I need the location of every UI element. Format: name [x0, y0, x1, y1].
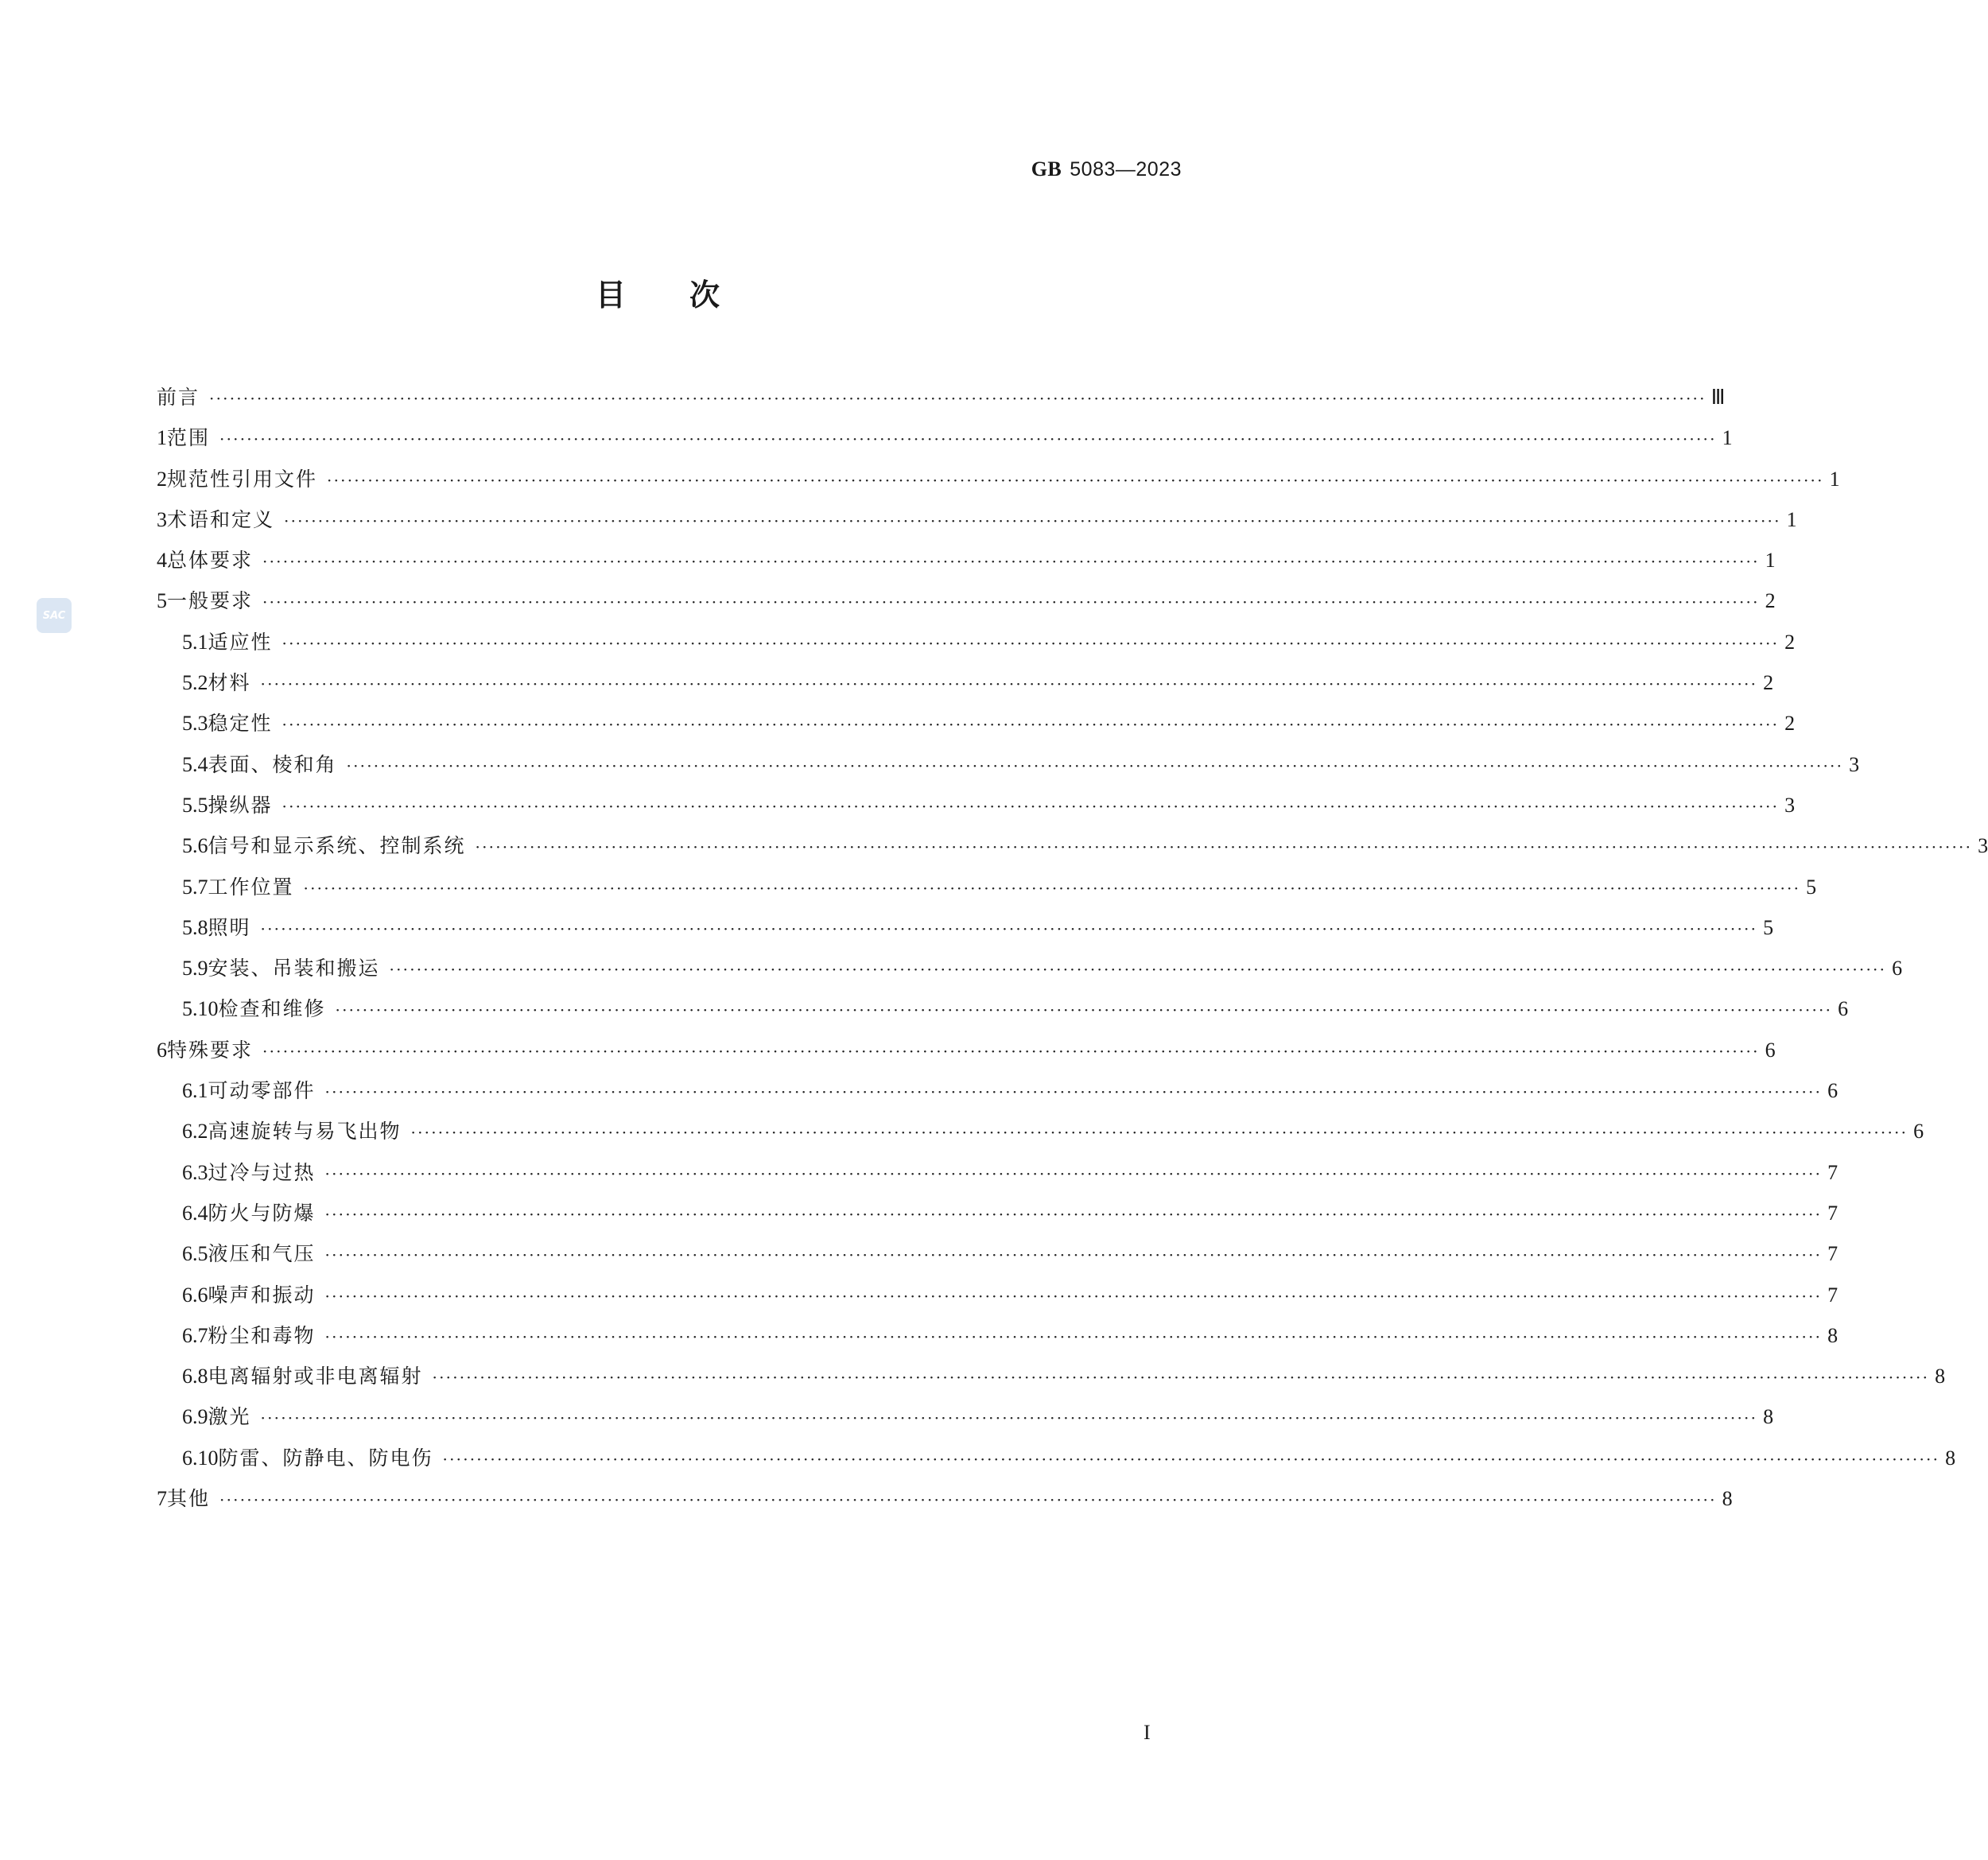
toc-entry[interactable] [157, 907, 1774, 948]
toc-entry[interactable] [157, 867, 1817, 907]
page-number: I [1143, 1721, 1151, 1744]
toc-entry[interactable] [157, 988, 1849, 1029]
toc-entry[interactable] [157, 1396, 1774, 1437]
toc-entry[interactable] [157, 1030, 1776, 1070]
toc-leader-dots: ···························································································································································································································· [442, 1449, 1940, 1469]
toc-entry-page: 1 [1786, 507, 1797, 531]
toc-entry-number: 5.1 [182, 630, 208, 654]
toc-entry-title: 检查和维修 [218, 997, 326, 1021]
toc-entry[interactable] [157, 417, 1733, 458]
toc-entry-title: 过冷与过热 [208, 1160, 316, 1184]
toc-entry-title: 防雷、防静电、防电伤 [218, 1446, 433, 1470]
toc-entry[interactable] [157, 540, 1776, 581]
toc-entry[interactable] [157, 1152, 1839, 1193]
toc-entry-title: 防火与防爆 [208, 1201, 316, 1225]
toc-entry[interactable] [157, 662, 1774, 703]
toc-leader-dots: ···························································································································································································································· [282, 715, 1780, 735]
toc-entry-title: 稳定性 [208, 712, 273, 736]
toc-entry-title: 范围 [167, 426, 211, 450]
toc-entry-title: 信号和显示系统、控制系统 [208, 834, 466, 858]
table-of-contents [157, 377, 1988, 1519]
toc-leader-dots: ···························································································································································································································· [324, 1286, 1823, 1306]
toc-entry[interactable] [157, 1233, 1839, 1274]
toc-leader-dots: ···························································································································································································································· [324, 1163, 1823, 1183]
toc-entry-number: 5.6 [182, 834, 208, 858]
toc-entry[interactable] [157, 499, 1797, 540]
toc-entry[interactable] [157, 948, 1903, 988]
toc-entry-number: 2 [157, 467, 167, 491]
toc-entry-number: 6.8 [182, 1365, 208, 1388]
toc-entry-number: 6.10 [182, 1446, 219, 1470]
toc-entry-title: 操纵器 [208, 793, 273, 817]
toc-entry-page: 7 [1827, 1242, 1839, 1266]
toc-entry-number: 7 [157, 1487, 167, 1511]
toc-entry-number: 6.9 [182, 1405, 208, 1429]
toc-entry-page: 7 [1827, 1201, 1839, 1225]
toc-leader-dots: ···························································································································································································································· [282, 796, 1780, 816]
toc-entry-page: 1 [1722, 426, 1733, 450]
page-title: 目次 [595, 278, 783, 313]
toc-entry-page: 3 [1978, 834, 1988, 858]
toc-entry[interactable] [157, 1478, 1733, 1519]
toc-entry[interactable] [157, 1111, 1924, 1151]
toc-leader-dots: ···························································································································································································································· [262, 552, 1760, 572]
toc-entry-page: 6 [1838, 997, 1849, 1021]
standard-number: 5083—2023 [1070, 158, 1182, 181]
toc-entry-number: 6 [157, 1038, 167, 1062]
toc-entry[interactable] [157, 825, 1988, 866]
toc-entry-title: 其他 [167, 1487, 211, 1511]
toc-leader-dots: ···························································································································································································································· [324, 1326, 1823, 1346]
toc-entry-title: 特殊要求 [167, 1038, 254, 1062]
toc-entry-number: 5 [157, 589, 167, 613]
toc-entry-page: 2 [1763, 671, 1774, 695]
toc-entry[interactable] [157, 459, 1840, 499]
toc-entry-page: 6 [1765, 1038, 1776, 1062]
toc-leader-dots: ···························································································································································································································· [335, 1000, 1833, 1020]
toc-leader-dots: ···························································································································································································································· [324, 1245, 1823, 1265]
toc-entry[interactable] [157, 1438, 1956, 1478]
toc-entry-number: 5.8 [182, 915, 208, 939]
toc-leader-dots: ···························································································································································································································· [324, 1204, 1823, 1224]
toc-entry[interactable] [157, 581, 1776, 621]
toc-entry[interactable] [157, 1275, 1839, 1315]
toc-leader-dots: ···························································································································································································································· [389, 960, 1887, 980]
toc-leader-dots: ···························································································································································································································· [260, 918, 1758, 938]
toc-entry[interactable] [157, 785, 1796, 825]
toc-entry-title: 可动零部件 [208, 1079, 316, 1103]
toc-entry-title: 照明 [208, 915, 251, 939]
toc-entry[interactable] [157, 1315, 1839, 1356]
toc-entry-title: 术语和定义 [167, 507, 275, 531]
toc-entry-title: 噪声和振动 [208, 1283, 316, 1307]
toc-leader-dots: ···························································································································································································································· [219, 1490, 1717, 1510]
toc-entry-title: 总体要求 [167, 549, 254, 573]
toc-entry-page: 8 [1935, 1365, 1946, 1388]
toc-entry-page: 5 [1806, 875, 1817, 899]
toc-entry-number: 5.9 [182, 957, 208, 980]
toc-leader-dots: ···························································································································································································································· [324, 1082, 1823, 1102]
toc-leader-dots: ···························································································································································································································· [260, 1408, 1758, 1428]
toc-entry-page: 8 [1722, 1487, 1733, 1511]
toc-entry-number: 5.5 [182, 793, 208, 817]
toc-leader-dots: ···························································································································································································································· [219, 429, 1717, 449]
toc-entry-page: 8 [1945, 1446, 1956, 1470]
toc-entry-page: 7 [1827, 1160, 1839, 1184]
toc-entry-page: Ⅲ [1710, 386, 1726, 409]
sac-watermark-logo: SAC [37, 598, 72, 633]
toc-entry-page: 1 [1829, 467, 1840, 491]
toc-entry-page: 6 [1913, 1120, 1924, 1144]
toc-entry-number: 1 [157, 426, 167, 450]
toc-leader-dots: ···························································································································································································································· [209, 389, 1706, 408]
toc-entry-page: 2 [1784, 630, 1796, 654]
toc-entry-number: 6.4 [182, 1201, 208, 1225]
toc-leader-dots: ···························································································································································································································· [346, 755, 1844, 775]
toc-entry-number: 4 [157, 549, 167, 573]
toc-entry[interactable] [157, 377, 1726, 417]
toc-entry-page: 1 [1765, 549, 1776, 573]
toc-entry-title: 表面、棱和角 [208, 752, 337, 776]
toc-entry-number: 5.2 [182, 671, 208, 695]
toc-entry-title: 适应性 [208, 630, 273, 654]
toc-leader-dots: ···························································································································································································································· [262, 1041, 1760, 1061]
toc-leader-dots: ···························································································································································································································· [303, 878, 1801, 898]
toc-entry-page: 3 [1849, 752, 1860, 776]
toc-leader-dots: ···························································································································································································································· [284, 511, 1781, 530]
toc-entry-number: 5.3 [182, 712, 208, 736]
toc-entry-number: 6.6 [182, 1283, 208, 1307]
toc-entry-page: 5 [1763, 915, 1774, 939]
toc-entry-title: 前言 [157, 386, 200, 409]
toc-leader-dots: ···························································································································································································································· [475, 837, 1973, 857]
toc-entry[interactable] [157, 703, 1796, 744]
toc-entry-title: 工作位置 [208, 875, 294, 899]
standard-prefix: GB [1031, 157, 1062, 181]
toc-entry-title: 液压和气压 [208, 1242, 316, 1266]
toc-entry-title: 高速旋转与易飞出物 [208, 1120, 402, 1144]
toc-leader-dots: ···························································································································································································································· [327, 470, 1824, 490]
toc-leader-dots: ···························································································································································································································· [262, 592, 1760, 612]
toc-entry-title: 粉尘和毒物 [208, 1323, 316, 1347]
toc-entry-title: 规范性引用文件 [167, 467, 318, 491]
toc-entry-number: 6.7 [182, 1323, 208, 1347]
toc-entry-page: 8 [1763, 1405, 1774, 1429]
toc-entry-title: 安装、吊装和搬运 [208, 957, 380, 980]
toc-entry-title: 材料 [208, 671, 251, 695]
standard-code [1031, 157, 1182, 181]
toc-entry-title: 一般要求 [167, 589, 254, 613]
toc-entry-page: 6 [1892, 957, 1903, 980]
toc-leader-dots: ···························································································································································································································· [410, 1123, 1908, 1143]
toc-leader-dots: ···························································································································································································································· [282, 633, 1780, 653]
toc-leader-dots: ···························································································································································································································· [260, 674, 1758, 694]
toc-entry[interactable] [157, 1070, 1839, 1111]
toc-entry-page: 6 [1827, 1079, 1839, 1103]
toc-entry-page: 2 [1765, 589, 1776, 613]
toc-entry[interactable] [157, 1193, 1839, 1233]
toc-entry-number: 3 [157, 507, 167, 531]
toc-entry-page: 3 [1784, 793, 1796, 817]
toc-entry-page: 8 [1827, 1323, 1839, 1347]
toc-entry-number: 6.3 [182, 1160, 208, 1184]
toc-entry-number: 6.1 [182, 1079, 208, 1103]
toc-entry-page: 7 [1827, 1283, 1839, 1307]
toc-entry[interactable] [157, 744, 1860, 785]
toc-entry-number: 5.7 [182, 875, 208, 899]
toc-entry-number: 5.10 [182, 997, 219, 1021]
toc-entry[interactable] [157, 622, 1796, 662]
toc-entry[interactable] [157, 1356, 1946, 1396]
toc-entry-page: 2 [1784, 712, 1796, 736]
toc-entry-number: 6.2 [182, 1120, 208, 1144]
toc-entry-title: 电离辐射或非电离辐射 [208, 1365, 423, 1388]
toc-entry-number: 5.4 [182, 752, 208, 776]
toc-entry-title: 激光 [208, 1405, 251, 1429]
toc-entry-number: 6.5 [182, 1242, 208, 1266]
toc-leader-dots: ···························································································································································································································· [432, 1368, 1930, 1388]
